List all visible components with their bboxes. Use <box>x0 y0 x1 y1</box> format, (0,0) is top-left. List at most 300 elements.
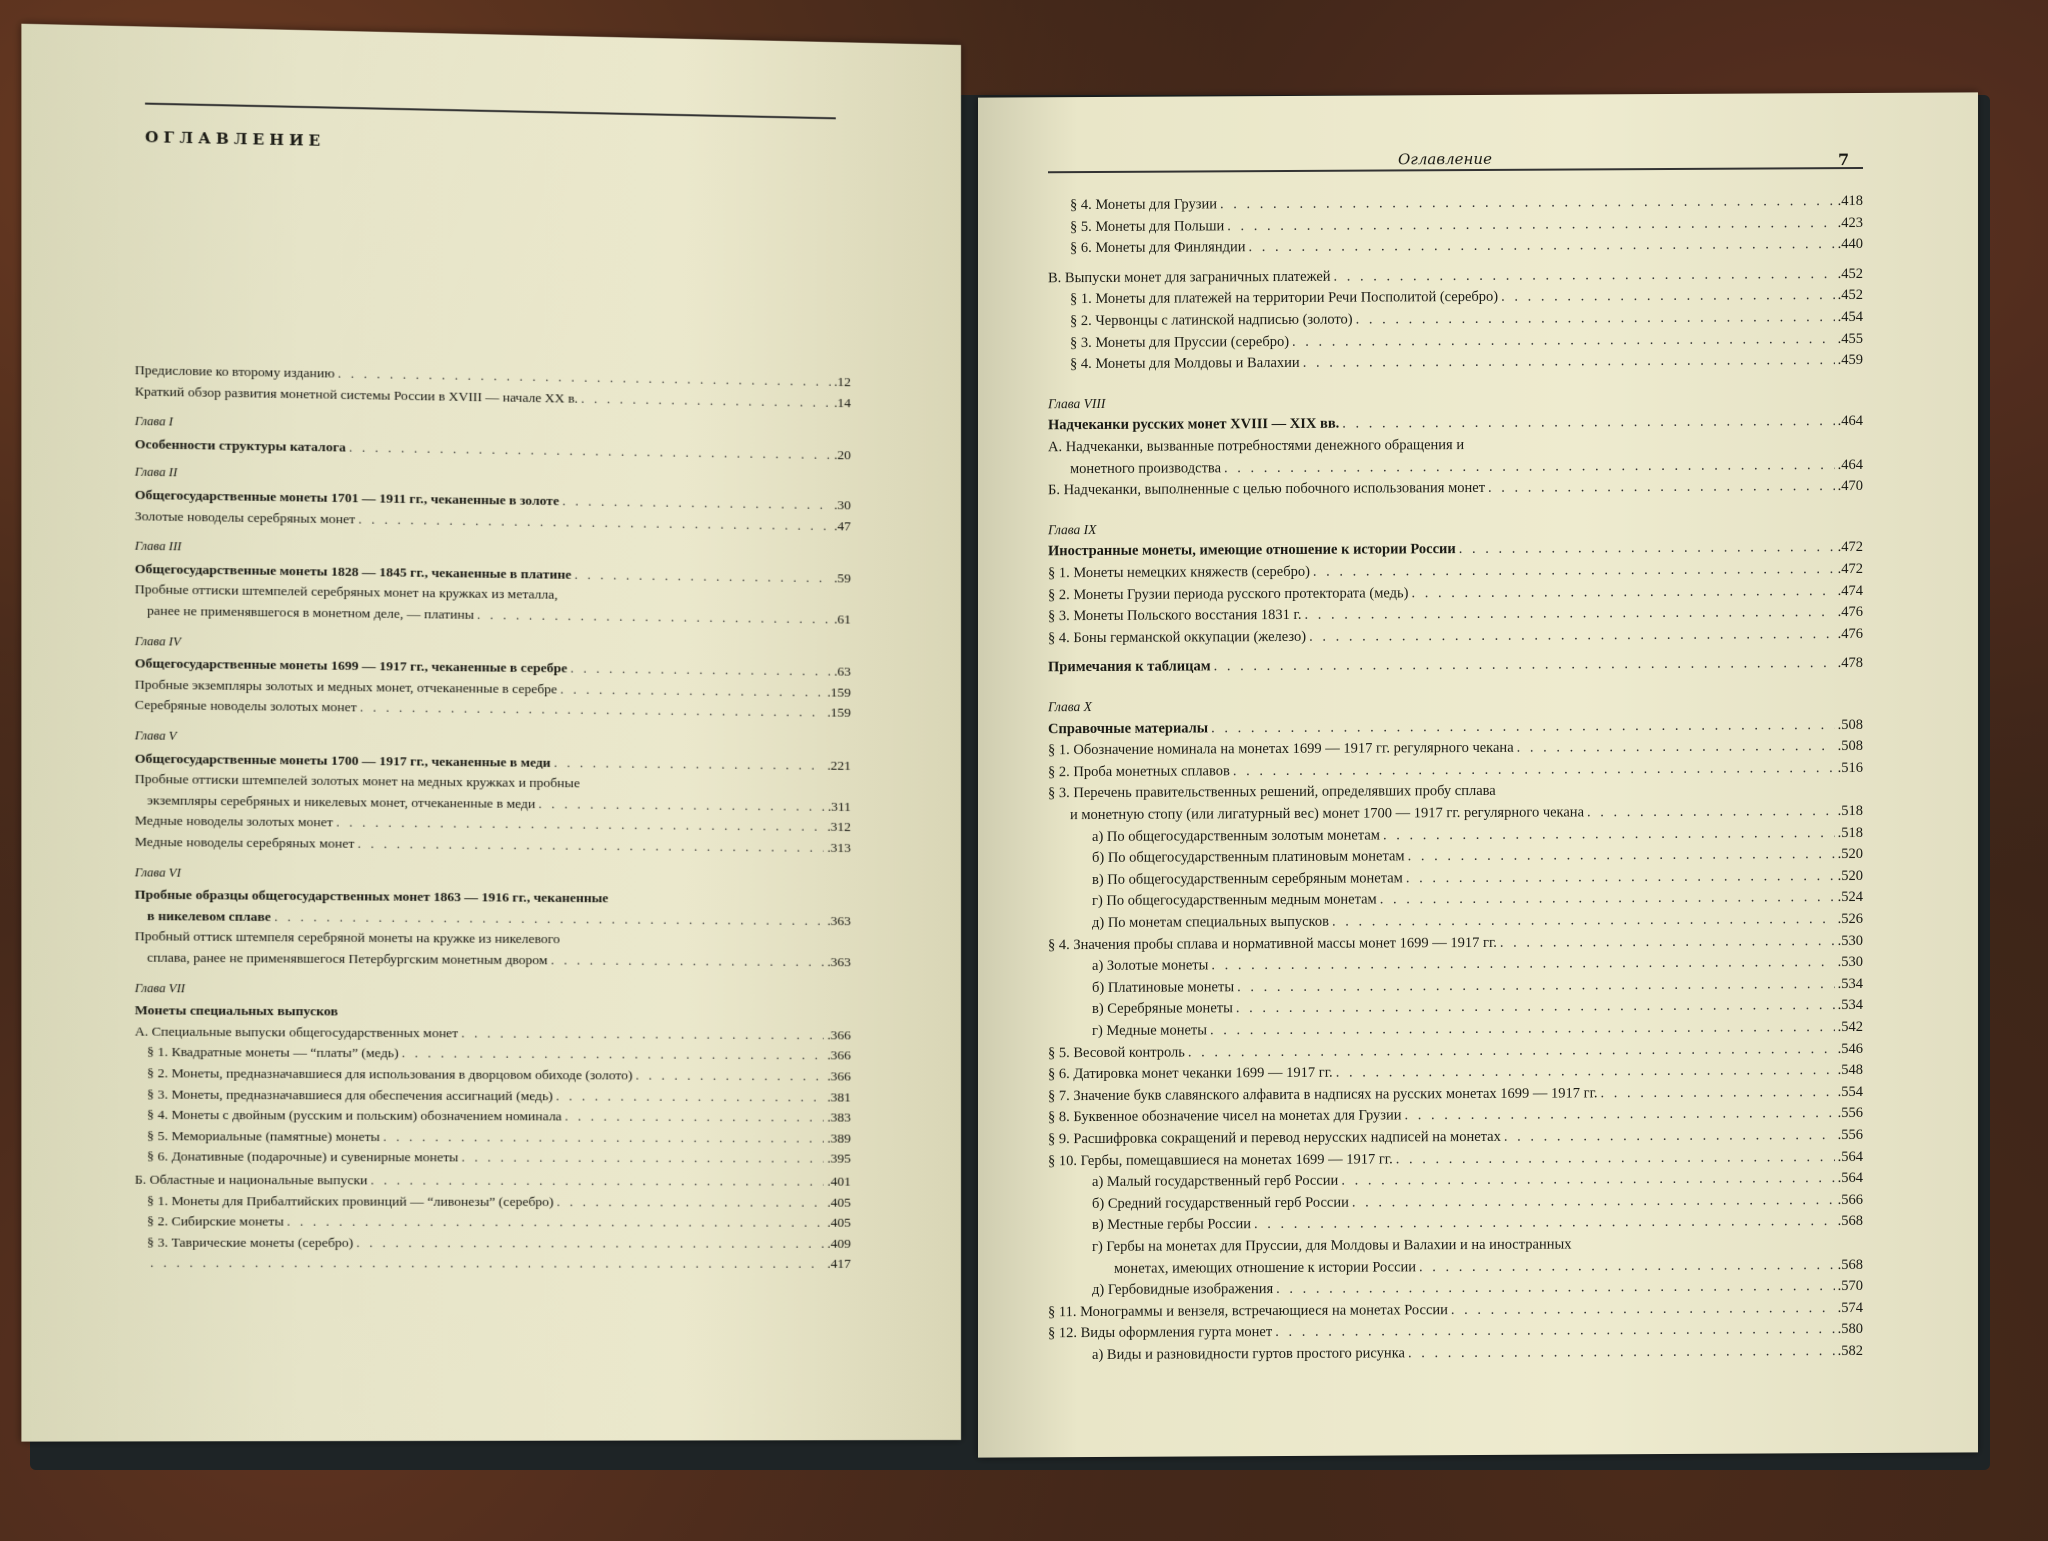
toc-entry-page: .452 <box>1837 265 1863 282</box>
chapter-label: Глава VIII <box>1048 395 1106 412</box>
toc-entry-page: .312 <box>827 819 851 835</box>
toc-entry-title: § 5. Весовой контроль <box>1048 1044 1185 1061</box>
toc-entry-title: § 3. Монеты, предназначавшиеся для обеспечения ассигнаций (медь) <box>147 1085 553 1103</box>
dot-leader <box>560 680 824 700</box>
toc-entry[interactable] <box>1048 1300 1863 1321</box>
toc-entry-page: .464 <box>1837 456 1863 473</box>
toc-entry-title: б) Платиновые монеты <box>1092 979 1235 996</box>
toc-entry[interactable] <box>1092 1192 1863 1213</box>
toc-entry-page: .568 <box>1837 1213 1863 1230</box>
toc-entry-page: .401 <box>827 1173 851 1189</box>
toc-entry-page: .311 <box>827 798 851 814</box>
toc-entry-title: А. Специальные выпуски общегосударственных монет <box>134 1023 459 1041</box>
chapter-label: Глава III <box>134 538 182 554</box>
dot-leader <box>1352 1192 1835 1212</box>
toc-entry-page: .30 <box>833 497 851 513</box>
dot-leader <box>371 1171 825 1189</box>
toc-entry-page: .472 <box>1837 560 1863 578</box>
toc-entry[interactable] <box>1048 1062 1863 1083</box>
toc-entry-page: .363 <box>827 954 851 970</box>
toc-entry-title: § 2. Сибирские монеты <box>147 1213 284 1229</box>
toc-entry[interactable] <box>135 1022 851 1043</box>
toc-entry[interactable] <box>1070 457 1863 478</box>
chapter-label: Глава I <box>134 413 173 429</box>
toc-entry-title: § 4. Монеты для Молдовы и Валахии <box>1070 355 1300 373</box>
toc-entry-page: .14 <box>833 394 851 410</box>
dot-leader <box>1237 976 1835 996</box>
toc-entry[interactable] <box>1092 1019 1863 1040</box>
dot-leader <box>1224 457 1835 477</box>
toc-entry-page: .464 <box>1837 413 1863 430</box>
toc-entry-page: .423 <box>1837 214 1863 231</box>
toc-entry[interactable] <box>1070 352 1863 373</box>
toc-entry[interactable] <box>1092 997 1863 1018</box>
dot-leader <box>1211 954 1834 974</box>
toc-entry-page: .546 <box>1837 1040 1863 1057</box>
toc-entry-title: § 3. Монеты для Пруссии (серебро) <box>1070 333 1290 351</box>
toc-entry-page: .405 <box>827 1194 851 1210</box>
dot-leader <box>1396 1149 1835 1168</box>
toc-entry-page: .418 <box>1837 192 1863 210</box>
toc-entry[interactable] <box>1048 1321 1863 1342</box>
toc-entry-page: .61 <box>833 611 851 627</box>
toc-entry[interactable] <box>1048 413 1863 434</box>
toc-entry-title: Иностранные монеты, имеющие отношение к истории России <box>1048 541 1456 560</box>
toc-entry[interactable] <box>1092 825 1863 846</box>
toc-entry-page: .12 <box>833 373 851 390</box>
toc-entry-title: § 1. Обозначение номинала на монетах 1699 — 1917 гг. регулярного чекана <box>1048 740 1514 759</box>
toc-entry-title: Примечания к таблицам <box>1048 658 1211 676</box>
toc-entry-title: § 6. Донативные (подарочные) и сувенирные монеты <box>147 1148 459 1165</box>
toc-entry[interactable] <box>1070 236 1863 257</box>
toc-entry-title: § 11. Монограммы и вензеля, встречающиеся на монетах России <box>1048 1301 1448 1321</box>
dot-leader <box>1188 1041 1835 1061</box>
toc-entry-page: .526 <box>1837 910 1863 928</box>
toc-entry[interactable] <box>1070 287 1863 308</box>
toc-entry[interactable] <box>1092 868 1863 889</box>
toc-entry[interactable] <box>147 1212 851 1231</box>
toc-entry[interactable] <box>147 948 851 970</box>
toc-entry-page: .159 <box>827 684 851 700</box>
toc-entry-title: § 3. Таврические монеты (серебро) <box>147 1234 354 1250</box>
dot-leader <box>1488 478 1835 497</box>
toc-entry-title: Медные новоделы серебряных монет <box>134 833 355 851</box>
dot-leader <box>1587 803 1835 821</box>
toc-entry[interactable] <box>147 1106 851 1126</box>
toc-entry[interactable] <box>147 791 851 815</box>
dot-leader <box>1336 1062 1835 1082</box>
toc-entry[interactable] <box>135 696 851 721</box>
dot-leader <box>402 1045 825 1064</box>
toc-entry-page: .478 <box>1837 655 1863 672</box>
toc-entry-page: .440 <box>1837 236 1863 253</box>
dot-leader <box>1292 331 1835 351</box>
dot-leader <box>461 1149 824 1167</box>
dot-leader <box>1210 1019 1835 1039</box>
toc-entry[interactable] <box>1048 626 1863 647</box>
toc-entry[interactable] <box>1114 1257 1863 1278</box>
toc-entry-title: Общегосударственные монеты 1701 — 1911 гг., чеканенные в золоте <box>134 486 560 509</box>
dot-leader <box>1501 288 1835 307</box>
dot-leader <box>1601 1084 1835 1102</box>
toc-entry-title: д) По монетам специальных выпусков <box>1092 913 1329 932</box>
dot-leader <box>1309 626 1835 646</box>
dot-leader <box>556 1087 824 1105</box>
dot-leader <box>1380 890 1835 909</box>
toc-entry[interactable] <box>1048 266 1863 287</box>
dot-leader <box>336 814 824 835</box>
toc-entry-page: .518 <box>1837 802 1863 820</box>
toc-entry-title: § 4. Боны германской оккупации (железо) <box>1048 628 1307 647</box>
left-page <box>21 24 961 1442</box>
toc-entry[interactable] <box>135 749 851 773</box>
toc-entry-title: Общегосударственные монеты 1699 — 1917 гг., чеканенные в серебре <box>134 655 568 676</box>
toc-entry[interactable] <box>1092 954 1863 975</box>
dot-leader <box>1254 1214 1835 1234</box>
toc-entry-title: б) По общегосударственным платиновым монетам <box>1092 848 1405 867</box>
toc-entry-page: .582 <box>1837 1342 1863 1360</box>
chapter-label: Глава V <box>134 728 177 743</box>
dot-leader <box>1236 998 1835 1018</box>
toc-entry[interactable] <box>135 812 851 836</box>
toc-entry-title: Надчеканки русских монет XVIII — XIX вв. <box>1048 416 1340 434</box>
toc-entry[interactable] <box>1048 933 1863 954</box>
toc-entry[interactable] <box>147 1127 851 1147</box>
chapter-label: Глава VI <box>134 864 181 880</box>
toc-entry-page: .159 <box>827 704 851 721</box>
dot-leader <box>581 389 831 410</box>
toc-entry-title: а) Малый государственный герб России <box>1092 1172 1339 1191</box>
toc-entry-page: .389 <box>827 1130 851 1146</box>
toc-entry-page: .366 <box>827 1027 851 1043</box>
toc-entry[interactable] <box>147 1043 851 1064</box>
toc-entry-page: .534 <box>1837 997 1863 1014</box>
toc-entry-page: .580 <box>1837 1321 1863 1338</box>
toc-entry[interactable] <box>1048 1127 1863 1148</box>
toc-entry-title: Краткий обзор развития монетной системы России в XVIII — начале XX в. <box>134 382 578 406</box>
toc-entry-title: § 9. Расшифровка сокращений и перевод нерусских надписей на монетах <box>1048 1128 1501 1148</box>
dot-leader <box>383 1128 824 1147</box>
dot-leader <box>565 1108 824 1126</box>
toc-entry-page: .59 <box>833 570 851 586</box>
toc-entry-title: § 2. Проба монетных сплавов <box>1048 763 1230 781</box>
toc-entry-title: Справочные материалы <box>1048 720 1209 737</box>
toc-entry[interactable] <box>1092 976 1863 997</box>
toc-entry[interactable] <box>1048 604 1863 625</box>
toc-entry-title: Медные новоделы золотых монет <box>134 812 334 830</box>
toc-entry[interactable] <box>1048 1041 1863 1062</box>
toc-entry-page: .47 <box>833 517 851 534</box>
toc-line: Пробные образцы общегосударственных монет 1863 — 1916 гг., чеканенные <box>134 886 609 906</box>
dot-leader <box>1227 215 1834 235</box>
dot-leader <box>274 908 824 929</box>
toc-entry-title: § 7. Значение букв славянского алфавита в надписях на русских монетах 1699 — 1917 гг. <box>1048 1085 1598 1105</box>
toc-entry[interactable] <box>1048 1084 1863 1105</box>
dot-leader <box>358 510 831 534</box>
toc-entry-title: г) Медные монеты <box>1092 1022 1207 1040</box>
toc-entry-title: § 6. Монеты для Финляндии <box>1070 239 1246 257</box>
dot-leader <box>1356 309 1835 329</box>
toc-line: А. Надчеканки, вызванные потребностями денежного обращения и <box>1048 437 1465 456</box>
toc-entry[interactable] <box>1092 1213 1863 1234</box>
toc-entry-title: § 3. Монеты Польского восстания 1831 г. <box>1048 607 1302 625</box>
dot-leader <box>557 1193 824 1211</box>
toc-entry-page: .313 <box>827 839 851 856</box>
toc-entry-page: .570 <box>1837 1278 1863 1295</box>
toc-entry-page: .556 <box>1837 1126 1863 1144</box>
dot-leader <box>562 492 831 513</box>
toc-entry-page: .63 <box>833 663 851 679</box>
toc-entry-title: монетного производства <box>1070 459 1221 477</box>
toc-entry-page: .470 <box>1837 478 1863 495</box>
toc-entry-page: .518 <box>1837 824 1863 841</box>
toc-entry-page: .568 <box>1837 1256 1863 1273</box>
dot-leader <box>1249 236 1835 256</box>
dot-leader <box>1276 1278 1834 1298</box>
toc-entry-title: § 4. Монеты с двойным (русским и польским) обозначением номинала <box>147 1106 562 1124</box>
toc-entry-page: .455 <box>1837 330 1863 347</box>
header-rule <box>145 103 836 120</box>
toc-entry-title: Золотые новоделы серебряных монет <box>134 507 356 527</box>
toc-entry-page: .520 <box>1837 867 1863 884</box>
toc-entry-page: .554 <box>1837 1083 1863 1100</box>
toc-entry-page: .417 <box>827 1256 851 1272</box>
dot-leader <box>1405 1106 1835 1125</box>
toc-entry-page: .556 <box>1837 1105 1863 1122</box>
toc-entry[interactable] <box>147 907 851 929</box>
toc-entry-title: Предисловие ко второму изданию <box>134 362 335 381</box>
toc-entry[interactable] <box>1070 193 1863 214</box>
dot-leader <box>570 660 831 680</box>
toc-entry-title: § 2. Монеты, предназначавшиеся для использования в дворцовом обиходе (золото) <box>147 1065 633 1083</box>
dot-leader <box>1408 1343 1835 1362</box>
toc-entry[interactable] <box>1070 215 1863 236</box>
toc-entry-page: .476 <box>1837 604 1863 621</box>
toc-entry-page: .366 <box>827 1068 851 1084</box>
chapter-label: Глава IX <box>1048 521 1097 538</box>
toc-entry-page: .508 <box>1837 738 1863 755</box>
toc-entry-title: Б. Областные и национальные выпуски <box>134 1171 368 1188</box>
dot-leader <box>1313 561 1835 581</box>
toc-entry[interactable] <box>1048 717 1863 738</box>
toc-entry[interactable] <box>147 1191 851 1210</box>
dot-leader <box>349 438 831 463</box>
dot-leader <box>574 566 831 586</box>
dot-leader <box>1211 717 1835 737</box>
toc-entry-page: .548 <box>1837 1062 1863 1079</box>
toc-line: г) Гербы на монетах для Пруссии, для Молдовы и Валахии и на иностранных <box>1092 1236 1572 1256</box>
toc-entry-title: а) Золотые монеты <box>1092 957 1209 975</box>
dot-leader <box>1408 846 1835 865</box>
toc-entry-title: § 5. Монеты для Польши <box>1070 217 1225 235</box>
toc-entry-title: Монеты специальных выпусков <box>134 1002 338 1019</box>
toc-entry[interactable] <box>135 1171 851 1190</box>
dot-leader <box>1275 1322 1834 1342</box>
toc-entry-page: .454 <box>1837 308 1863 326</box>
toc-entry-page: .363 <box>827 912 851 929</box>
toc-entry-title: § 8. Буквенное обозначение чисел на монетах для Грузии <box>1048 1107 1402 1126</box>
toc-entry-title: сплава, ранее не применявшегося Петербургским монетным двором <box>147 949 548 968</box>
toc-entry[interactable] <box>1048 760 1863 781</box>
toc-entry-page: .530 <box>1837 954 1863 971</box>
toc-entry-page: .542 <box>1837 1018 1863 1036</box>
toc-entry[interactable] <box>1048 655 1863 676</box>
dot-leader <box>1334 266 1835 286</box>
toc-entry-title: Б. Надчеканки, выполненные с целью побочного использования монет <box>1048 480 1486 499</box>
toc-entry[interactable] <box>147 1233 851 1251</box>
toc-entry-title: г) По общегосударственным медным монетам <box>1092 891 1377 910</box>
dot-leader <box>356 1234 824 1252</box>
dot-leader <box>1341 1170 1834 1190</box>
toc-entry-page: .366 <box>827 1047 851 1063</box>
toc-entry-page: .472 <box>1837 539 1863 556</box>
toc-entry[interactable] <box>1048 583 1863 604</box>
toc-entry-title: и монетную стопу (или лигатурный вес) монет 1700 — 1917 гг. регулярного чекана <box>1070 804 1584 824</box>
dot-leader <box>477 606 831 628</box>
toc-entry-page: .459 <box>1837 352 1863 369</box>
toc-entry-title: § 1. Квадратные монеты — “платы” (медь) <box>147 1044 399 1061</box>
dot-leader <box>1342 414 1834 434</box>
dot-leader <box>1517 738 1835 757</box>
toc-entry[interactable] <box>147 1254 851 1272</box>
dot-leader <box>1504 1127 1835 1146</box>
toc-entry-page: .381 <box>827 1089 851 1105</box>
dot-leader <box>1459 540 1835 559</box>
chapter-label: Глава X <box>1048 699 1092 715</box>
toc-line: Пробные оттиски штемпелей серебряных монет на кружках из металла, <box>134 581 558 603</box>
toc-entry-title: монетах, имеющих отношение к истории России <box>1114 1258 1417 1277</box>
toc-entry[interactable] <box>1092 1278 1863 1299</box>
dot-leader <box>1383 825 1835 844</box>
toc-entry[interactable] <box>1070 331 1863 352</box>
toc-entry-page: .395 <box>827 1150 851 1167</box>
toc-entry[interactable] <box>1092 846 1863 867</box>
dot-leader <box>1451 1300 1835 1319</box>
toc-entry-title: § 4. Монеты для Грузии <box>1070 196 1217 214</box>
dot-leader <box>554 753 824 773</box>
toc-entry-title: а) По общегосударственным золотым монетам <box>1092 827 1380 845</box>
toc-entry[interactable] <box>1070 309 1863 330</box>
dot-leader <box>1411 583 1834 602</box>
toc-entry[interactable] <box>1092 1343 1863 1364</box>
toc-entry-title: в никелевом сплаве <box>147 907 272 924</box>
toc-entry[interactable] <box>1092 911 1863 932</box>
dot-leader <box>1500 933 1835 952</box>
toc-entry[interactable] <box>1048 561 1863 582</box>
toc-line: Пробные оттиски штемпелей золотых монет на медных кружках и пробные <box>134 771 580 791</box>
toc-entry[interactable] <box>135 833 851 856</box>
dot-leader <box>1303 352 1835 372</box>
dot-leader <box>538 795 824 815</box>
dot-leader <box>636 1066 825 1084</box>
dot-leader <box>341 1016 848 1019</box>
toc-entry-title: ранее не применявшегося в монетном деле, — платины <box>147 602 474 622</box>
toc-entry-page: .566 <box>1837 1191 1863 1208</box>
toc-entry[interactable] <box>1048 478 1863 499</box>
toc-entry[interactable] <box>1048 1149 1863 1170</box>
toc-entry-page: .564 <box>1837 1148 1863 1165</box>
toc-entry[interactable] <box>135 435 851 463</box>
toc-entry-page: .564 <box>1837 1170 1863 1187</box>
toc-entry[interactable] <box>1048 738 1863 759</box>
toc-entry[interactable] <box>147 1148 851 1167</box>
toc-entry-page: .516 <box>1837 759 1863 776</box>
toc-entry-title: § 10. Гербы, помещавшиеся на монетах 1699 — 1917 гг. <box>1048 1151 1393 1169</box>
toc-entry[interactable] <box>1048 1105 1863 1126</box>
dot-leader <box>551 951 824 970</box>
toc-entry-page: .520 <box>1837 846 1863 863</box>
toc-entry-title: § 5. Мемориальные (памятные) монеты <box>147 1127 380 1144</box>
toc-entry-title: § 4. Значения пробы сплава и нормативной массы монет 1699 — 1917 гг. <box>1048 934 1497 953</box>
page-number: 7 <box>1838 150 1850 170</box>
toc-entry-title: § 1. Монеты немецких княжеств (серебро) <box>1048 563 1310 582</box>
toc-entry[interactable] <box>1070 803 1863 824</box>
toc-entry[interactable] <box>1048 539 1863 560</box>
toc-entry-page: .474 <box>1837 582 1863 599</box>
toc-entry[interactable] <box>1092 889 1863 910</box>
toc-entry-page: .508 <box>1837 716 1863 733</box>
chapter-label: Глава IV <box>134 633 181 649</box>
toc-entry[interactable] <box>135 1001 851 1022</box>
toc-entry-title: § 1. Монеты для платежей на территории Речи Посполитой (серебро) <box>1070 289 1499 308</box>
toc-entry-title: § 2. Монеты Грузии периода русского протектората (медь) <box>1048 584 1409 603</box>
toc-entry-title: § 12. Виды оформления гурта монет <box>1048 1324 1273 1342</box>
toc-line: Пробный оттиск штемпеля серебряной монеты на кружке из никелевого <box>134 928 561 947</box>
running-head: Оглавление <box>1398 149 1492 169</box>
toc-entry[interactable] <box>147 1064 851 1084</box>
toc-entry-title: д) Гербовидные изображения <box>1092 1281 1274 1299</box>
toc-entry-page: .524 <box>1837 889 1863 906</box>
dot-leader <box>1304 604 1834 624</box>
toc-entry[interactable] <box>1092 1170 1863 1191</box>
dot-leader <box>357 835 824 856</box>
toc-entry-title: а) Виды и разновидности гуртов простого рисунка <box>1092 1345 1405 1364</box>
toc-entry[interactable] <box>147 602 851 628</box>
dot-leader <box>1332 911 1835 931</box>
toc-entry-title: в) По общегосударственным серебряным монетам <box>1092 870 1403 888</box>
dot-leader <box>1406 868 1835 887</box>
toc-entry-title: Общегосударственные монеты 1828 — 1845 гг., чеканенные в платине <box>134 560 572 582</box>
dot-leader <box>360 699 824 721</box>
dot-leader <box>287 1213 824 1231</box>
toc-entry-title: Особенности структуры каталога <box>134 435 346 455</box>
chapter-label: Глава II <box>134 464 178 480</box>
dot-leader <box>1419 1257 1835 1276</box>
toc-entry-title: Серебряные новоделы золотых монет <box>134 697 357 715</box>
toc-entry-page: .383 <box>827 1109 851 1125</box>
toc-heading: ОГЛАВЛЕНИЕ <box>145 127 326 150</box>
toc-entry-title: в) Серебряные монеты <box>1092 1000 1233 1018</box>
chapter-label: Глава VII <box>134 980 186 995</box>
right-page <box>978 92 1978 1457</box>
toc-entry-title: § 1. Монеты для Прибалтийских провинций — “ливонезы” (серебро) <box>147 1192 554 1209</box>
toc-entry-page: .530 <box>1837 932 1863 949</box>
toc-entry-title: В. Выпуски монет для заграничных платежей <box>1048 268 1331 287</box>
toc-entry-title: в) Местные гербы России <box>1092 1216 1252 1234</box>
toc-entry-title: Общегосударственные монеты 1700 — 1917 гг., чеканенные в меди <box>134 750 551 770</box>
dot-leader <box>1220 193 1835 213</box>
toc-line: § 3. Перечень правительственных решений, определявших пробу сплава <box>1048 783 1496 802</box>
toc-entry-title: Пробные экземпляры золотых и медных монет, отчеканенные в серебре <box>134 676 558 697</box>
toc-entry-page: .534 <box>1837 975 1863 992</box>
toc-entry-page: .221 <box>827 757 851 773</box>
toc-entry-page: .574 <box>1837 1299 1863 1316</box>
dot-leader <box>150 1254 824 1272</box>
toc-entry-title: б) Средний государственный герб России <box>1092 1194 1349 1212</box>
toc-entry-page: .409 <box>827 1235 851 1251</box>
toc-entry-page: .20 <box>833 446 851 463</box>
toc-entry[interactable] <box>147 1085 851 1105</box>
